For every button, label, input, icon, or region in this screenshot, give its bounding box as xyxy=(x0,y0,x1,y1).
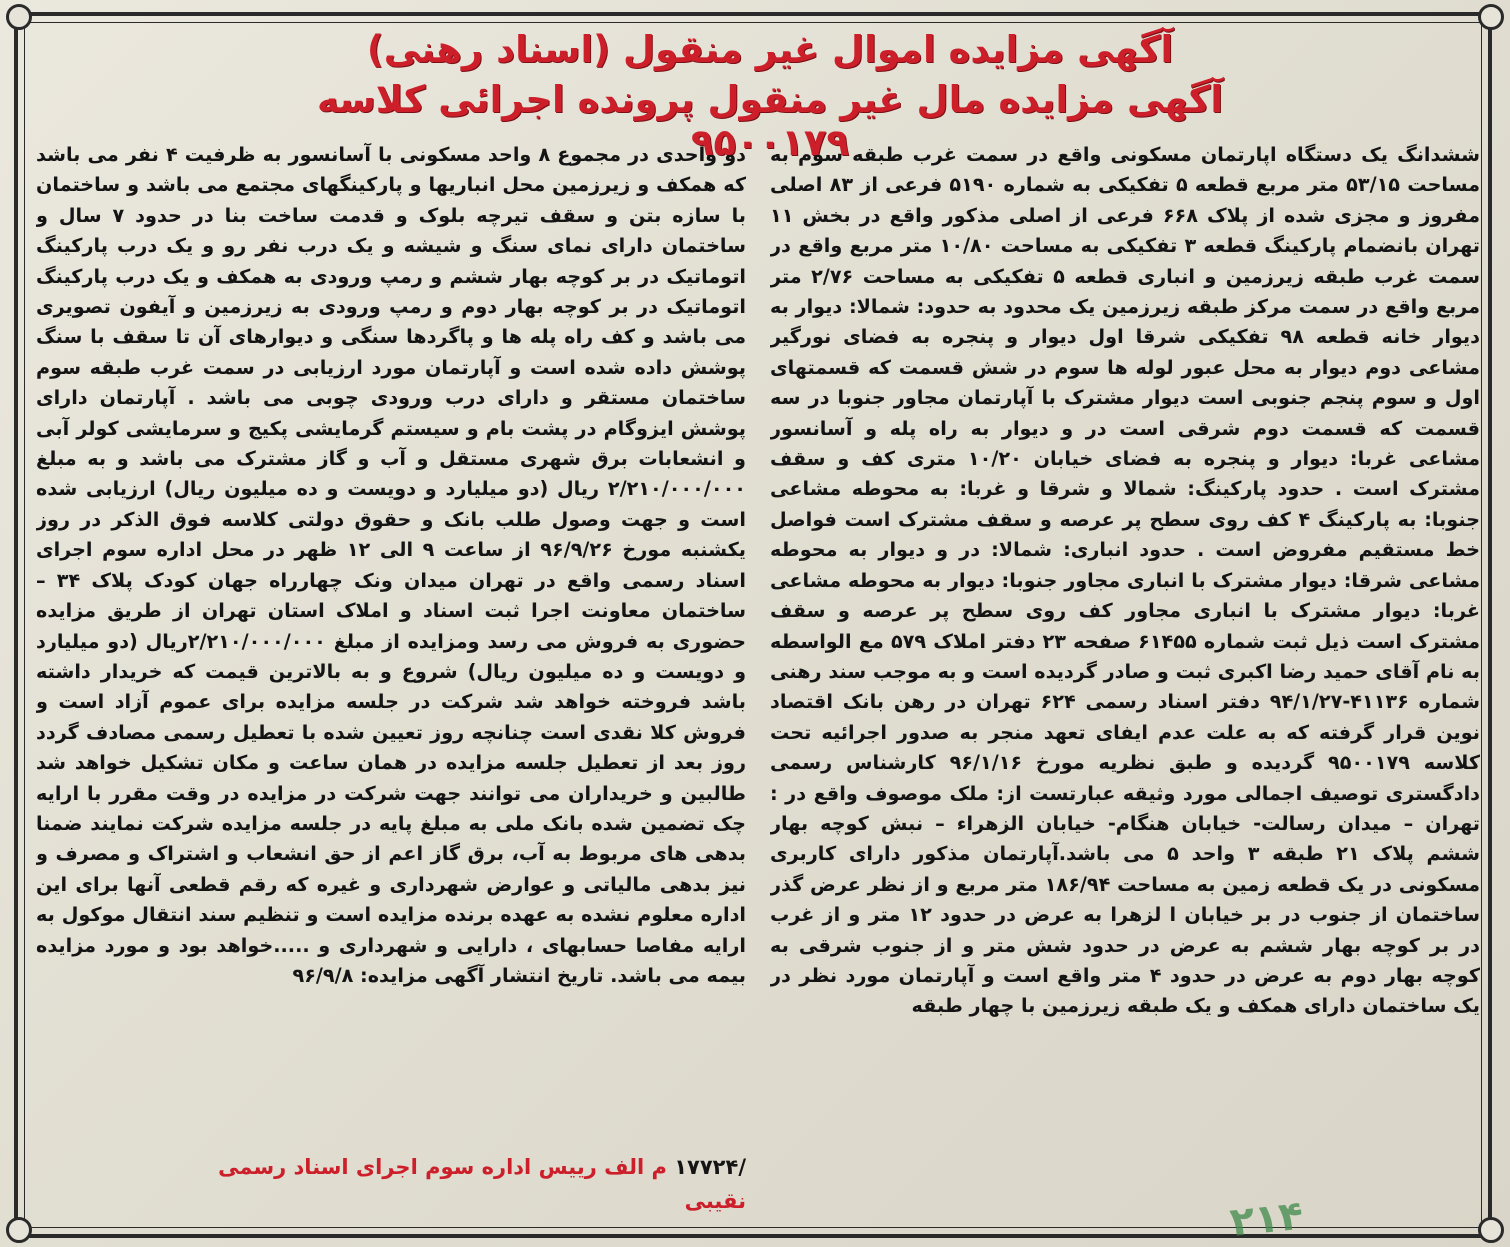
corner-ornament xyxy=(6,1217,32,1243)
auction-subheadline: آگهی مزایده مال غیر منقول پرونده اجرائی کلاسه ۹۵۰۰۱۷۹ xyxy=(316,78,1223,164)
signature-block xyxy=(36,1150,746,1218)
corner-ornament xyxy=(1478,4,1504,30)
signer-title: م الف رییس اداره سوم اجرای اسناد رسمی xyxy=(218,1155,667,1179)
signer-name: نقیبی xyxy=(684,1189,746,1213)
handwritten-stamp: ۲۱۴ xyxy=(1227,1192,1306,1247)
corner-ornament xyxy=(6,4,32,30)
body-column-right: ششدانگ یک دستگاه اپارتمان مسکونی واقع در سمت غرب طبقه سوم به مساحت ۵۳/۱۵ متر مربع قطعه ۵ تفکیکی به شماره ۵۱۹۰ فرعی از ۸۳ اصلی مفروز و مجزی شده از پلاک ۶۶۸ فرعی از اصلی مذکور واقع در بخش ۱۱ تهران بانضمام پارکینگ قطعه ۳ تفکیکی به مساحت ۱۰/۸۰ متر مربع واقع در سمت غرب طبقه زیرزمین و انباری قطعه ۵ تفکیکی به مساحت ۲/۷۶ متر مربع واقع در سمت مرکز طبقه زیرزمین یک محدود به حدود: شمالا: دیوار به دیوار خانه قطعه ۹۸ تفکیکی شرقا اول دیوار و پنجره به فضای نورگیر مشاعی دوم دیوار به محل عبور لوله ها سوم در شش قسمت که قسمتهای اول و سوم پنجم جنوبی است دیوار مشترک با آپارتمان مجاور جنوبا در سه قسمت که قسمت دوم شرقی است در و دیوار به راه پله و آسانسور مشاعی غربا: دیوار و پنجره به فضای خیابان ۱۰/۲۰ متری کف و سقف مشترک است . حدود پارکینگ: شمالا و شرقا و غربا: به محوطه مشاعی جنوبا: به پارکینگ ۴ کف روی سطح پر عرصه و سقف مشترک است فواصل خط مستقیم مفروض است . حدود انباری: شمالا: در و دیوار به محوطه مشاعی شرقا: دیوار مشترک با انباری مجاور جنوبا: دیوار به محوطه مشاعی غربا: دیوار مشترک با انباری مجاور کف روی سطح پر عرصه و سقف مشترک است ذیل ثبت شماره ۶۱۴۵۵ صفحه ۲۳ دفتر املاک ۵۷۹ مع الواسطه به نام آقای حمید رضا اکبری ثبت و صادر گردیده است و به موجب سند رهنی شماره ۴۱۱۳۶-۹۴/۱/۲۷ دفتر اسناد رسمی ۶۲۴ تهران در رهن بانک اقتصاد نوین قرار گرفته که به علت عدم ایفای تعهد منجر به صدور اجرائیه تحت کلاسه ۹۵۰۰۱۷۹ گردیده و طبق نظریه مورخ ۹۶/۱/۱۶ کارشناس رسمی دادگستری توصیف اجمالی مورد وثیقه عبارتست از: ملک موصوف واقع در : تهران – میدان رسالت- خیابان هنگام- خیابان الزهراء – نبش کوچه بهار ششم پلاک ۲۱ طبقه ۳ واحد ۵ می باشد.آپارتمان مذکور دارای کاربری مسکونی در یک قطعه زمین به مساحت ۱۸۶/۹۴ متر مربع و از نظر عرض گذر ساختمان از جنوب در بر خیابان ا لزهرا به عرض در حدود ۱۲ متر و از غرب در بر کوچه بهار ششم به عرض در حدود شش متر و از جنوب شرقی به کوچه بهار دوم به عرض در حدود ۴ متر واقع است و آپارتمان مورد نظر در یک ساختمان دارای همکف و یک طبقه زیرزمین با چهار طبقه xyxy=(770,143,1480,1018)
signature-line-1 xyxy=(36,1150,746,1184)
auction-headline: آگهی مزایده اموال غیر منقول (اسناد رهنی) xyxy=(366,28,1174,71)
body-column-left: دو واحدی در مجموع ۸ واحد مسکونی با آسانسور به ظرفیت ۴ نفر می باشد که همکف و زیرزمین محل انباریها و پارکینگهای مجتمع می باشد و ساختمان با سازه بتن و سقف تیرچه بلوک و قدمت ساخت بنا در حدود ۷ سال و ساختمان دارای نمای سنگ و شیشه و یک درب نفر رو و یک درب پارکینگ اتوماتیک در بر کوچه بهار ششم و رمپ ورودی به همکف و یک درب پارکینگ اتوماتیک در بر کوچه بهار دوم و رمپ ورودی به زیرزمین و آیفون تصویری می باشد و کف راه پله ها و پاگردها سنگی و دیوارهای آن تا سقف با سنگ پوشش داده شده است و آپارتمان مورد ارزیابی در سمت غرب طبقه سوم ساختمان مستقر و دارای درب ورودی چوبی می باشد . آپارتمان دارای پوشش ایزوگام در پشت بام و سیستم گرمایشی پکیج و سرمایشی کولر آبی و انشعابات برق شهری مستقل و آب و گاز مشترک می باشد و به مبلغ ۲/۲۱۰/۰۰۰/۰۰۰ ریال (دو میلیارد و دویست و ده میلیون ریال) ارزیابی شده است و جهت وصول طلب بانک و حقوق دولتی کلاسه فوق الذکر در روز یکشنبه مورخ ۹۶/۹/۲۶ از ساعت ۹ الی ۱۲ ظهر در محل اداره سوم اجرای اسناد رسمی واقع در تهران میدان ونک چهارراه جهان کودک پلاک ۳۴ – ساختمان معاونت اجرا ثبت اسناد و املاک استان تهران از طریق مزایده حضوری به فروش می رسد ومزایده از مبلغ ۲/۲۱۰/۰۰۰/۰۰۰ریال (دو میلیارد و دویست و ده میلیون ریال) شروع و به بالاترین قیمت که خریدار داشته باشد فروخته خواهد شد شرکت در جلسه مزایده برای عموم آزاد است و فروش کلا نقدی است چنانچه روز تعیین شده با تعطیل رسمی مصادف گردد روز بعد از تعطیل جلسه مزایده در همان ساعت و مکان تشکیل خواهد شد طالبین و خریداران می توانند جهت شرکت در مزایده در وقت مقرر با ارایه چک تضمین شده بانک ملی به مبلغ پایه در جلسه مزایده شرکت نمایند ضمنا بدهی های مربوط به آب، برق گاز اعم از حق انشعاب و اشتراک و مصرف و نیز بدهی مالیاتی و عوارض شهرداری و غیره که رقم قطعی آنها برای این اداره معلوم نشده به عهده برنده مزایده است و تنظیم سند انتقال موکول به ارایه مفاصا حسابهای ، دارایی و شهرداری و .....خواهد بود و مورد مزایده بیمه می باشد. تاریخ انتشار آگهی مزایده: ۹۶/۹/۸ xyxy=(36,143,746,987)
reference-number: /۱۷۷۲۴ xyxy=(674,1155,746,1179)
corner-ornament xyxy=(1478,1217,1504,1243)
